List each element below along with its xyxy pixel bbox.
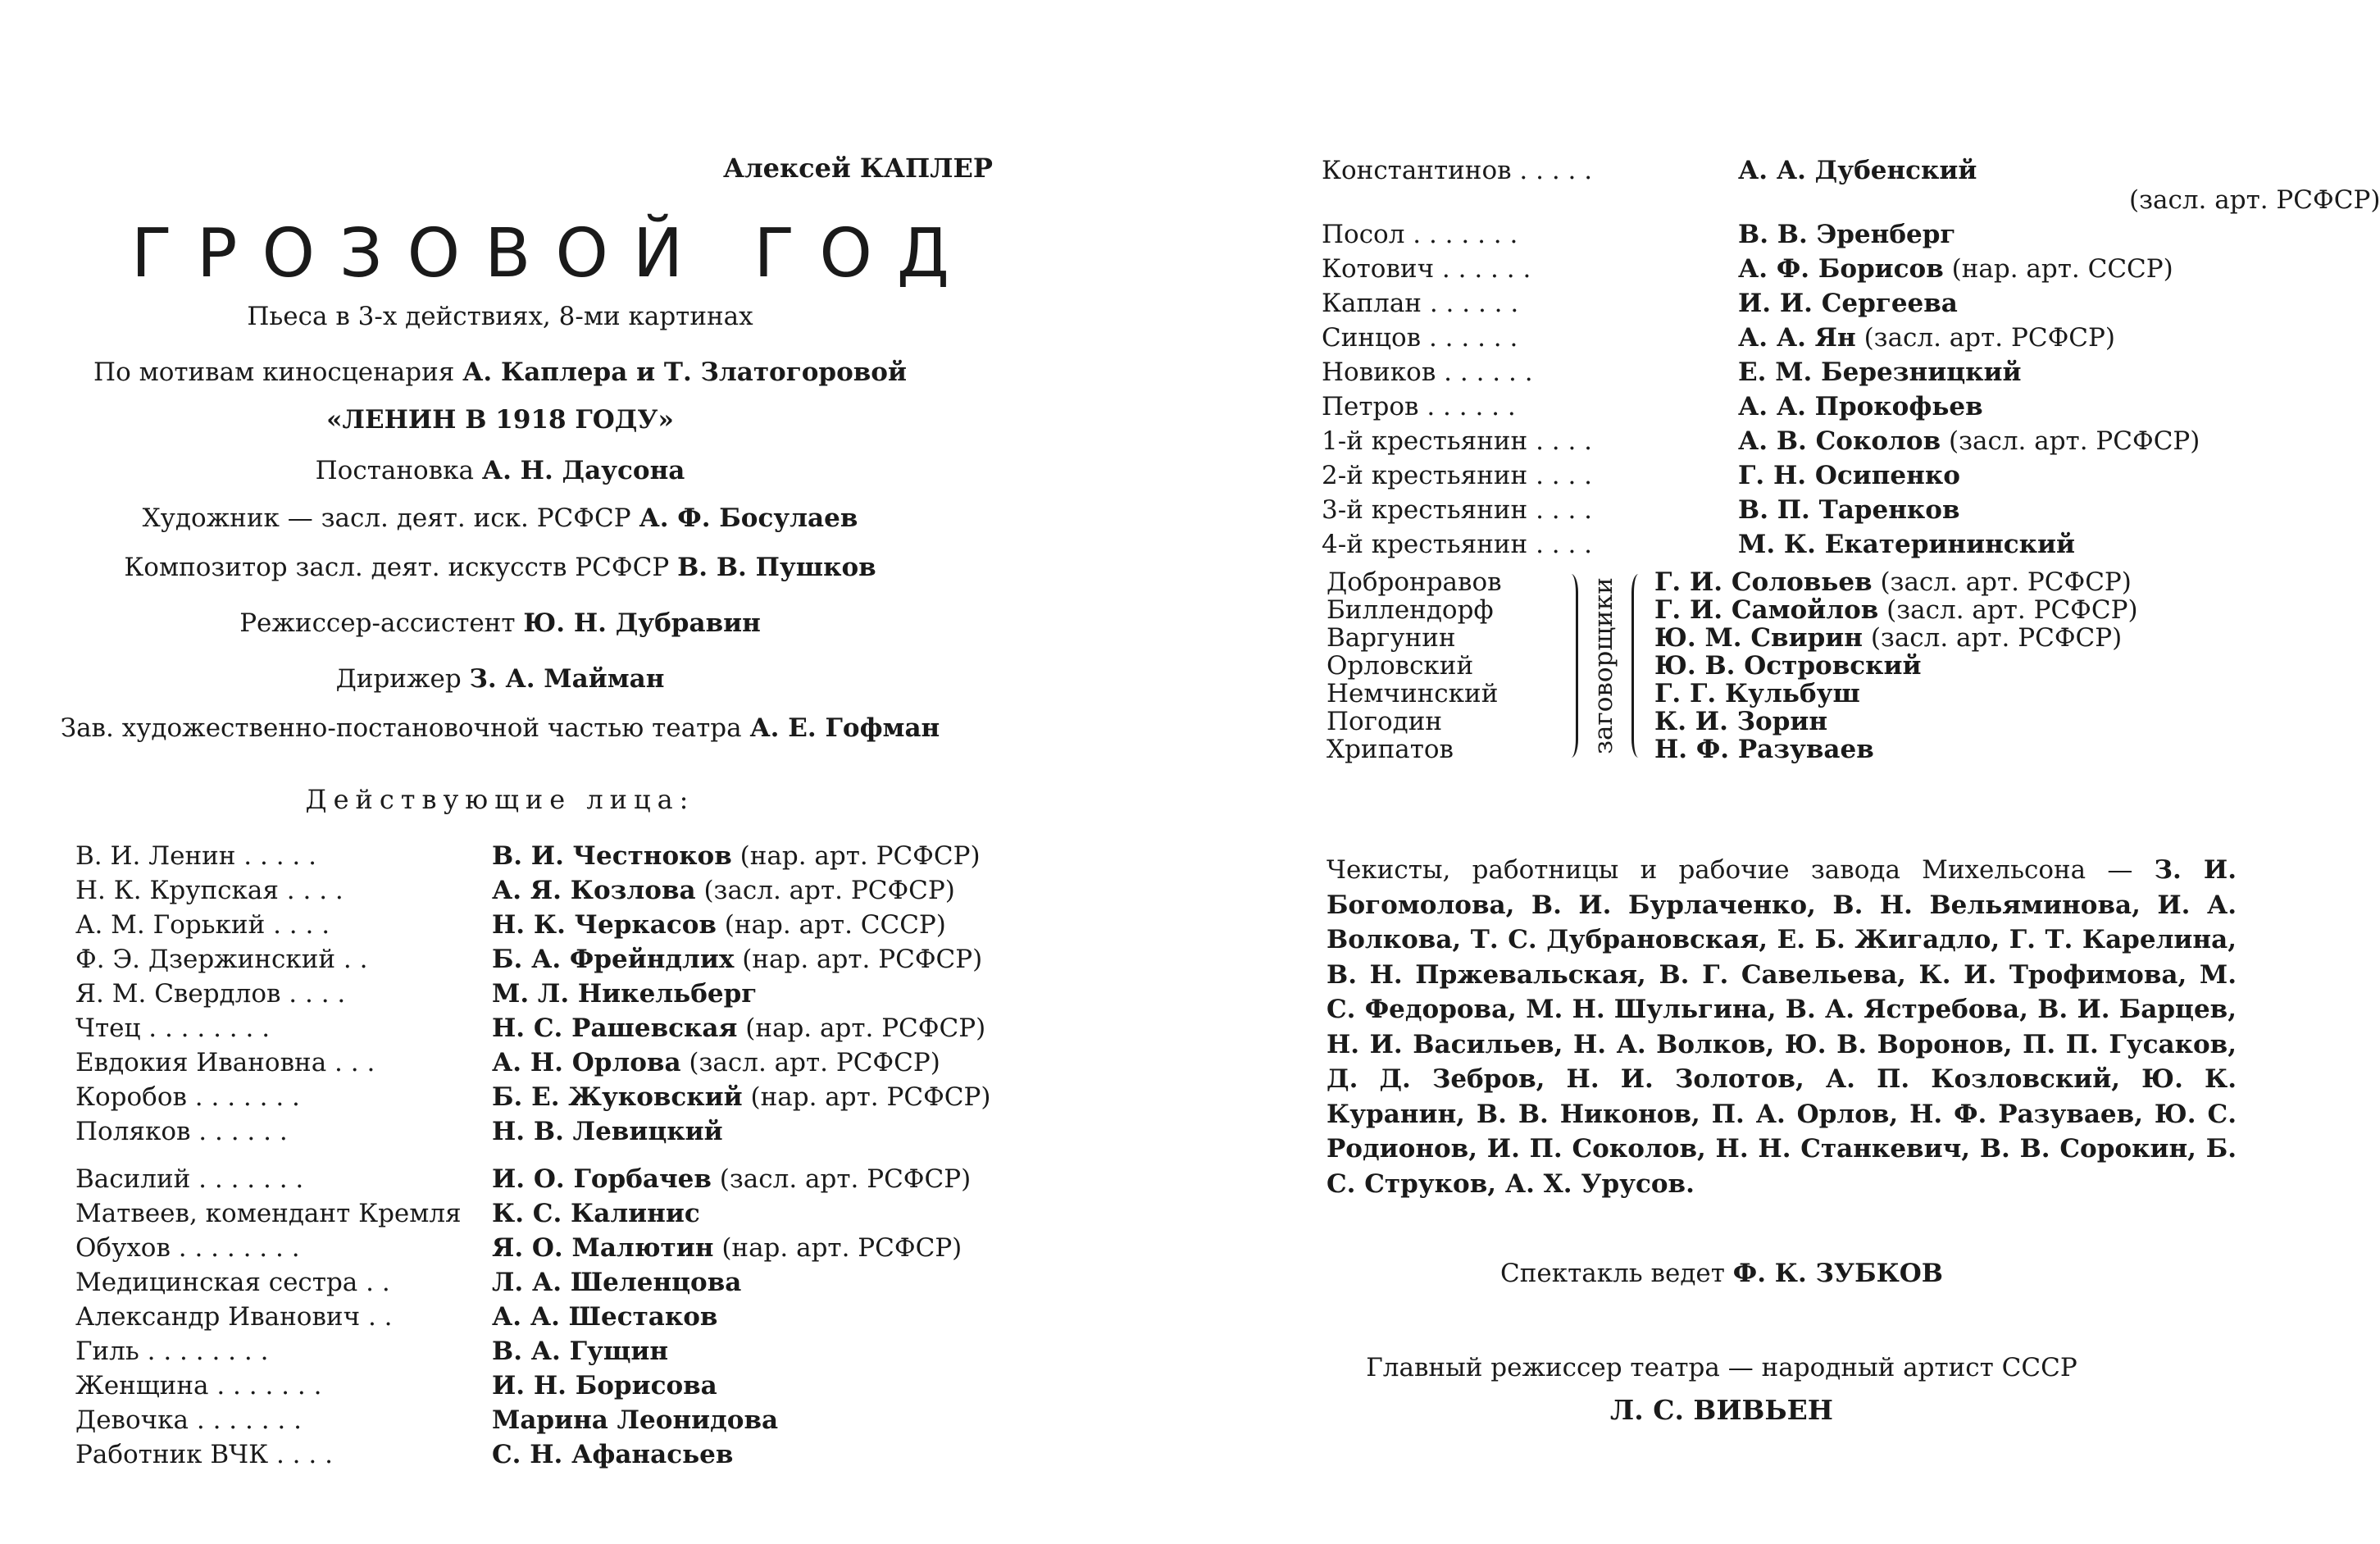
- cast-actor: [492, 1337, 668, 1366]
- actor-title: (нар. арт. РСФСР): [721, 1233, 962, 1263]
- actor-title: (засл. арт. РСФСР): [1870, 623, 2123, 653]
- conspirator-actor: [1654, 707, 2138, 735]
- cast-actor: [1738, 156, 1977, 185]
- actor-name: А. Я. Козлова: [492, 876, 696, 905]
- conspirator-actor: [1654, 595, 2138, 623]
- left-page: [0, 0, 1148, 1544]
- chief-director-name: Л. С. ВИВЬЕН: [1610, 1394, 1833, 1426]
- cast-role: Каплан . . . . . .: [1322, 289, 1519, 318]
- cast-role: Новиков . . . . . .: [1322, 358, 1533, 387]
- cast-role: Женщина . . . . . . .: [75, 1371, 322, 1401]
- cast-role: Поляков . . . . . .: [75, 1117, 288, 1146]
- cast-actor: [492, 1082, 990, 1112]
- cast-role: Посол . . . . . . .: [1322, 220, 1518, 249]
- actor-name: В. П. Таренков: [1738, 495, 1960, 525]
- actor-title: (нар. арт. РСФСР): [745, 1013, 986, 1043]
- actor-name: И. Н. Борисова: [492, 1371, 717, 1401]
- cast-role: А. М. Горький . . . .: [75, 910, 330, 940]
- motifs-prefix: По мотивам киносценария: [93, 358, 455, 387]
- production-line: [0, 456, 1000, 485]
- assistant-name: Ю. Н. Дубравин: [523, 608, 761, 638]
- actor-title: (нар. арт. РСФСР): [739, 841, 981, 871]
- actor-name: А. А. Прокофьев: [1738, 392, 1983, 421]
- cast-role: Ф. Э. Дзержинский . .: [75, 945, 368, 974]
- actor-name: А. В. Соколов: [1738, 426, 1941, 456]
- actor-title: (засл. арт. РСФСР): [689, 1048, 940, 1077]
- actor-name: К. И. Зорин: [1654, 707, 1828, 736]
- conductor-line: [0, 664, 1000, 694]
- chief-director-label: Главный режиссер театра — народный артист СССР: [1366, 1353, 2077, 1382]
- conspirator-actor: [1654, 623, 2138, 651]
- actor-name: А. Ф. Борисов: [1738, 254, 1944, 284]
- leads-name: Ф. К. ЗУБКОВ: [1732, 1259, 1943, 1288]
- cast-actor: [492, 1117, 723, 1146]
- extras-paragraph: [1327, 853, 2237, 1201]
- cast-actor: [492, 1371, 717, 1401]
- cast-actor: [1738, 392, 1983, 421]
- cast-actor: [492, 1302, 717, 1332]
- actor-name: А. А. Ян: [1738, 323, 1856, 353]
- actor-title: (засл. арт. РСФСР): [1863, 323, 2115, 353]
- dubensky-title: (засл. арт. РСФСР): [2129, 185, 2380, 215]
- actor-title: (засл. арт. РСФСР): [1880, 567, 2132, 597]
- actor-name: Г. Г. Кульбуш: [1654, 679, 1860, 708]
- conspirator-role: Добронравов: [1327, 567, 1502, 597]
- cast-actor: [492, 876, 955, 905]
- actor-title: (нар. арт. СССР): [724, 910, 946, 940]
- motifs-names: А. Каплера и Т. Златогоровой: [462, 358, 907, 387]
- actor-name: Е. М. Березницкий: [1738, 358, 2022, 387]
- conductor-name: З. А. Майман: [469, 664, 665, 694]
- actor-name: К. С. Калинис: [492, 1199, 700, 1228]
- actor-title: (засл. арт. РСФСР): [1948, 426, 2200, 456]
- motifs-line: [0, 358, 1000, 387]
- conspirators-label: заговорщики: [1589, 577, 1618, 754]
- cast-actor: [492, 1268, 741, 1297]
- head-name: А. Е. Гофман: [749, 713, 940, 743]
- cast-actor: [492, 1164, 971, 1194]
- cast-actor: [492, 1440, 733, 1469]
- actor-name: Б. Е. Жуковский: [492, 1082, 743, 1112]
- conspirator-actor: [1654, 567, 2138, 595]
- cast-actor: [1738, 495, 1960, 525]
- actor-title: (нар. арт. РСФСР): [750, 1082, 991, 1112]
- actor-name: Б. А. Фрейндлих: [492, 945, 735, 974]
- leads-label: Спектакль ведет: [1500, 1259, 1725, 1288]
- conspirator-role: Немчинский: [1327, 679, 1499, 708]
- cast-role: Н. К. Крупская . . . .: [75, 876, 344, 905]
- actor-name: Н. К. Черкасов: [492, 910, 717, 940]
- composer-name: В. В. Пушков: [677, 553, 876, 582]
- cast-role: 3-й крестьянин . . . .: [1322, 495, 1593, 525]
- cast-actor: [1738, 358, 2021, 387]
- cast-actor: [1738, 323, 2115, 353]
- cast-role: Гиль . . . . . . . .: [75, 1337, 269, 1366]
- cast-role: 1-й крестьянин . . . .: [1322, 426, 1593, 456]
- actor-title: (нар. арт. РСФСР): [742, 945, 983, 974]
- cast-role: Чтец . . . . . . . .: [75, 1013, 271, 1043]
- cast-actor: [492, 1048, 940, 1077]
- right-brace-icon: [1564, 574, 1578, 758]
- cast-actor: [1738, 289, 1958, 318]
- composer-line: [0, 553, 1000, 582]
- actor-name: А. А. Дубенский: [1738, 156, 1977, 185]
- cast-role: Я. М. Свердлов . . . .: [75, 979, 346, 1009]
- cast-role: Работник ВЧК . . . .: [75, 1440, 333, 1469]
- actor-title: (засл. арт. РСФСР): [1886, 595, 2138, 625]
- cast-heading: Действующие лица:: [305, 784, 695, 815]
- conspirator-actor: [1654, 679, 2138, 707]
- conspirator-role: Биллендорф: [1327, 595, 1494, 625]
- cast-role: 2-й крестьянин . . . .: [1322, 461, 1593, 490]
- cast-actor: [492, 910, 946, 940]
- actor-name: А. Н. Орлова: [492, 1048, 681, 1077]
- conductor-label: Дирижер: [335, 664, 462, 694]
- cast-actor: [1738, 220, 1955, 249]
- subtitle: Пьеса в 3-х действиях, 8-ми картинах: [247, 302, 753, 331]
- actor-name: В. А. Гущин: [492, 1337, 669, 1366]
- cast-actor: [492, 945, 982, 974]
- extras-people: З. И. Богомолова, В. И. Бурлаченко, В. Н. Вельяминова, И. А. Волкова, Т. С. Дубрановская, Е. Б. Жигадло, Г. Т. Карелина, В. Н. Пржевальская, В. Г. Савельева, К. И. Трофимова, М. С. Федорова, М. Н. Шульгина, В. А. Ястребова, В. И. Барцев, Н. И. Васильев, Н. А. Волков, Ю. В. Воронов, П. П. Гусаков, Д. Д. Зебров, Н. И. Золотов, А. П. Козловский, Ю. К. Куранин, В. В. Никонов, П. А. Орлов, Н. Ф. Разуваев, Ю. С. Родионов, И. П. Соколов, Н. Н. Станкевич, В. В. Сорокин, Б. С. Струков, А. Х. Урусов.: [1327, 855, 2237, 1199]
- cast-role: Матвеев, комендант Кремля: [75, 1199, 462, 1228]
- cast-actor: [492, 1013, 985, 1043]
- conspirator-roles: [1327, 567, 1502, 763]
- actor-name: Н. С. Рашевская: [492, 1013, 738, 1043]
- cast-role: Евдокия Ивановна . . .: [75, 1048, 375, 1077]
- production-label: Постановка: [315, 456, 474, 485]
- artist-name: А. Ф. Босулаев: [639, 503, 858, 533]
- extras-intro: Чекисты, работницы и рабочие завода Михельсона —: [1327, 855, 2133, 885]
- head-line: [0, 713, 1000, 743]
- production-name: А. Н. Даусона: [481, 456, 685, 485]
- cast-actor: [1738, 530, 2075, 559]
- cast-role: Петров . . . . . .: [1322, 392, 1516, 421]
- actor-name: Г. И. Соловьев: [1654, 567, 1873, 597]
- cast-actor: [1738, 461, 1960, 490]
- conspirators-group: [1327, 567, 2269, 772]
- cast-role: Обухов . . . . . . . .: [75, 1233, 300, 1263]
- cast-actor: [1738, 426, 2200, 456]
- conspirator-role: Варгунин: [1327, 623, 1456, 653]
- actor-title: (засл. арт. РСФСР): [719, 1164, 972, 1194]
- cast-actor: [1738, 254, 2173, 284]
- cast-role: Девочка . . . . . . .: [75, 1405, 302, 1435]
- actor-name: Г. И. Самойлов: [1654, 595, 1879, 625]
- actor-name: М. К. Екатерининский: [1738, 530, 2076, 559]
- actor-name: И. О. Горбачев: [492, 1164, 712, 1194]
- actor-name: Марина Леонидова: [492, 1405, 779, 1435]
- head-label: Зав. художественно-постановочной частью театра: [60, 713, 742, 743]
- film-title: «ЛЕНИН В 1918 ГОДУ»: [326, 405, 674, 435]
- actor-name: Я. О. Малютин: [492, 1233, 714, 1263]
- cast-role: 4-й крестьянин . . . .: [1322, 530, 1593, 559]
- cast-role: Коробов . . . . . . .: [75, 1082, 300, 1112]
- cast-role: Котович . . . . . .: [1322, 254, 1531, 284]
- author: Алексей КАПЛЕР: [723, 153, 993, 184]
- actor-name: Л. А. Шеленцова: [492, 1268, 742, 1297]
- conspirator-role: Орловский: [1327, 651, 1474, 681]
- cast-actor: [492, 1233, 962, 1263]
- actor-name: С. Н. Афанасьев: [492, 1440, 734, 1469]
- artist-line: [0, 503, 1000, 533]
- cast-role: В. И. Ленин . . . . .: [75, 841, 316, 871]
- conspirator-role: Хрипатов: [1327, 735, 1454, 764]
- composer-label: Композитор засл. деят. искусств РСФСР: [124, 553, 670, 582]
- conspirators-label-box: [1587, 567, 1620, 764]
- actor-name: Н. В. Левицкий: [492, 1117, 723, 1146]
- cast-actor: [492, 979, 757, 1009]
- assistant-label: Режиссер-ассистент: [239, 608, 516, 638]
- cast-role: Медицинская сестра . .: [75, 1268, 390, 1297]
- actor-name: В. И. Честноков: [492, 841, 732, 871]
- cast-role: Синцов . . . . . .: [1322, 323, 1518, 353]
- actor-name: И. И. Сергеева: [1738, 289, 1958, 318]
- actor-name: А. А. Шестаков: [492, 1302, 718, 1332]
- artist-label: Художник — засл. деят. иск. РСФСР: [142, 503, 631, 533]
- actor-name: В. В. Эренберг: [1738, 220, 1956, 249]
- actor-name: Г. Н. Осипенко: [1738, 461, 1960, 490]
- conspirator-actors: [1654, 567, 2138, 763]
- play-title: ГРОЗОВОЙ ГОД: [131, 215, 974, 293]
- leads-line: [1148, 1259, 2296, 1288]
- cast-role: Василий . . . . . . .: [75, 1164, 304, 1194]
- actor-title: (засл. арт. РСФСР): [703, 876, 955, 905]
- conspirator-actor: [1654, 651, 2138, 679]
- actor-title: (нар. арт. СССР): [1951, 254, 2173, 284]
- cast-actor: [492, 841, 981, 871]
- cast-actor: [492, 1199, 700, 1228]
- actor-name: Н. Ф. Разуваев: [1654, 735, 1874, 764]
- cast-role: Константинов . . . . .: [1322, 156, 1593, 185]
- actor-name: М. Л. Никельберг: [492, 979, 758, 1009]
- left-brace-icon: [1631, 574, 1645, 758]
- conspirator-role: Погодин: [1327, 707, 1443, 736]
- actor-name: Ю. В. Островский: [1654, 651, 1922, 681]
- conspirator-actor: [1654, 735, 2138, 763]
- right-page: [1148, 0, 2380, 1544]
- cast-actor: [492, 1405, 778, 1435]
- cast-role: Александр Иванович . .: [75, 1302, 393, 1332]
- actor-name: Ю. М. Свирин: [1654, 623, 1863, 653]
- assistant-line: [0, 608, 1000, 638]
